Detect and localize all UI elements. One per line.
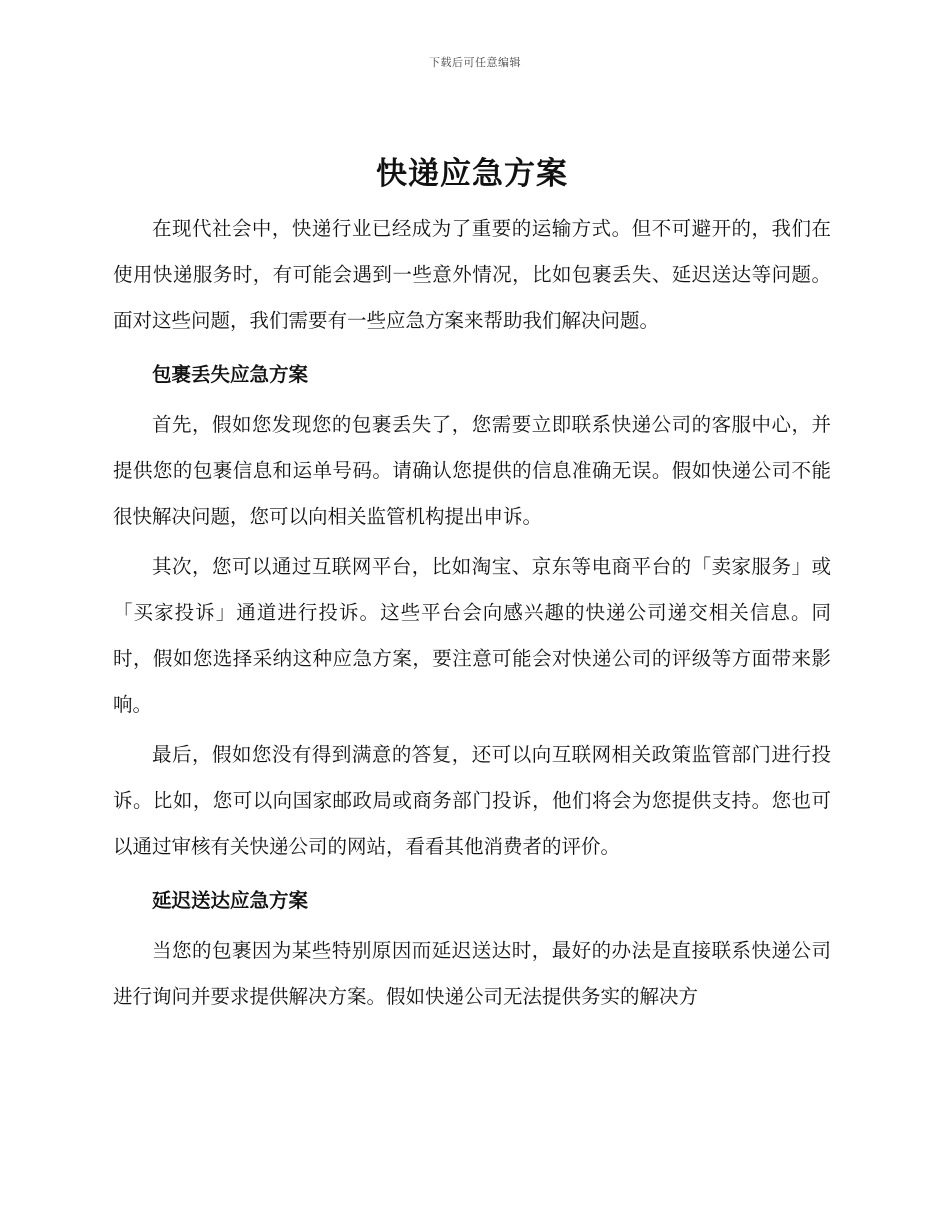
document-title: 快递应急方案 bbox=[376, 156, 568, 192]
section-heading-lost-package: 包裹丢失应急方案 bbox=[152, 363, 309, 386]
section-lost-package bbox=[113, 352, 831, 870]
section-delayed-delivery bbox=[113, 878, 831, 1020]
paragraph: 当您的包裹因为某些特别原因而延迟送达时，最好的办法是直接联系快递公司进行询问并要求提供解决方案。假如快递公司无法提供务实的解决方 bbox=[113, 939, 831, 1008]
paragraph: 首先，假如您发现您的包裹丢失了，您需要立即联系快递公司的客服中心，并提供您的包裹信息和运单号码。请确认您提供的信息准确无误。假如快递公司不能很快解决问题，您可以向相关监管机构提出申诉。 bbox=[113, 413, 831, 528]
paragraph: 其次，您可以通过互联网平台，比如淘宝、京东等电商平台的「卖家服务」或「买家投诉」通道进行投诉。这些平台会向感兴趣的快递公司递交相关信息。同时，假如您选择采纳这种应急方案，要注意可能会对快递公司的评级等方面带来影响。 bbox=[113, 555, 831, 716]
intro-paragraph: 在现代社会中，快递行业已经成为了重要的运输方式。但不可避开的，我们在使用快递服务时，有可能会遇到一些意外情况，比如包裹丢失、延迟送达等问题。面对这些问题，我们需要有一些应急方案来帮助我们解决问题。 bbox=[113, 217, 831, 332]
page-header: 下载后可任意编辑 bbox=[429, 56, 521, 69]
section-heading-delayed-delivery: 延迟送达应急方案 bbox=[152, 889, 309, 912]
paragraph: 最后，假如您没有得到满意的答复，还可以向互联网相关政策监管部门进行投诉。比如，您可以向国家邮政局或商务部门投诉，他们将会为您提供支持。您也可以通过审核有关快递公司的网站，看看其他消费者的评价。 bbox=[113, 743, 831, 858]
document-body bbox=[113, 148, 831, 1020]
